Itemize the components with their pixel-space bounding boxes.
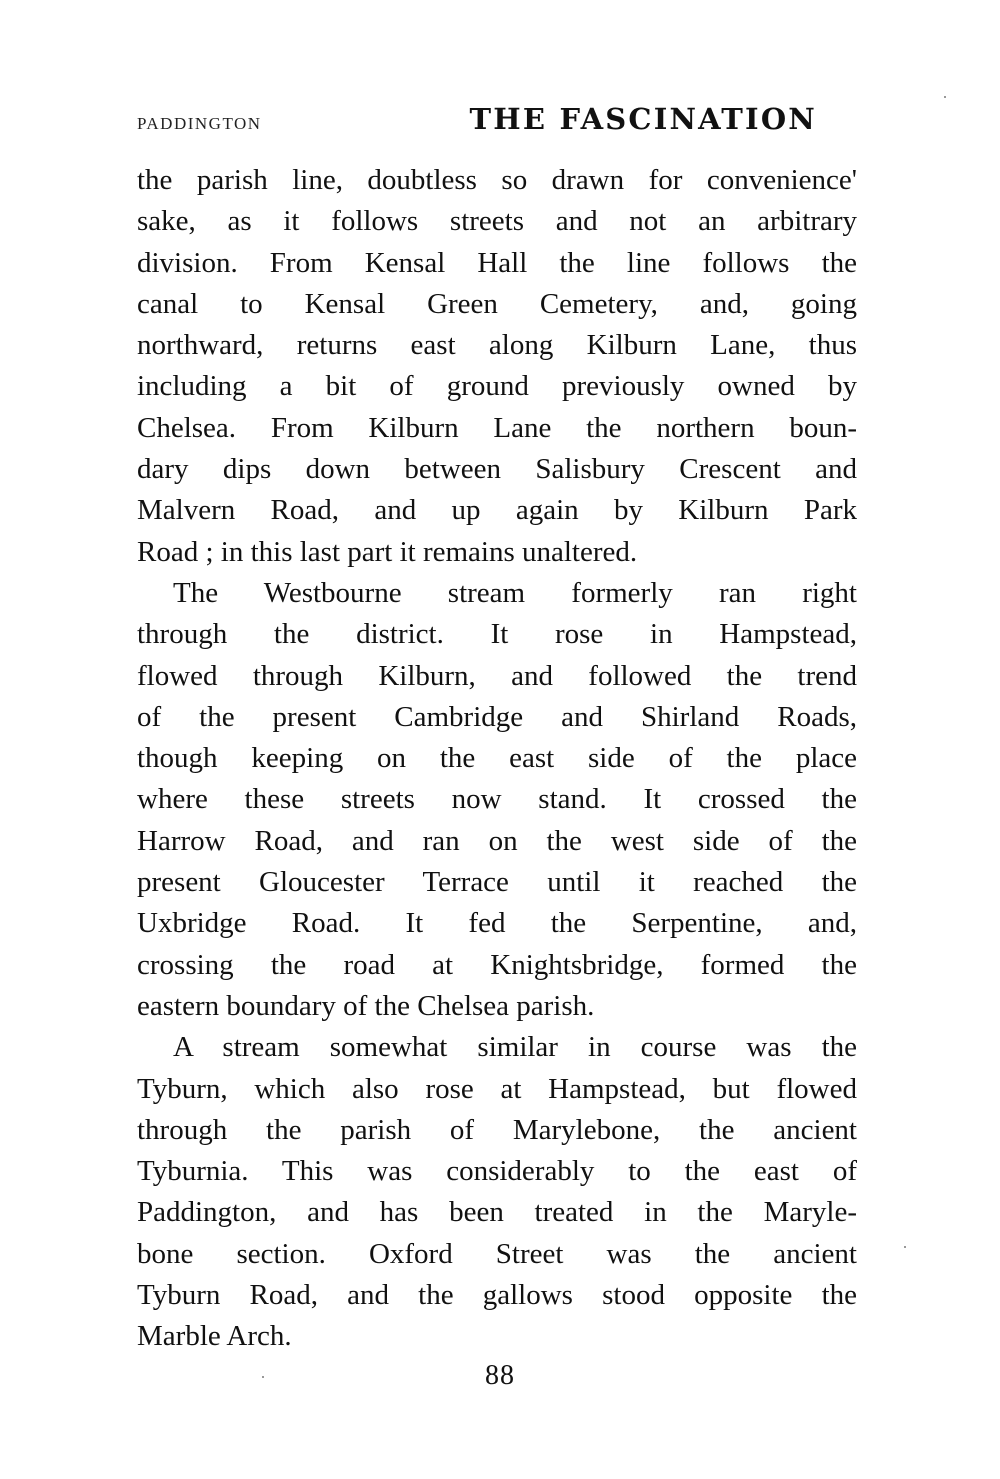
text-line: Harrow Road, and ran on the west side of the	[137, 824, 857, 857]
text-line: Malvern Road, and up again by Kilburn Park	[137, 494, 857, 527]
text-line: canal to Kensal Green Cemetery, and, going	[137, 287, 857, 320]
text-line: Tyburn Road, and the gallows stood opposite the	[137, 1279, 857, 1312]
text-line: through the district. It rose in Hampstead,	[137, 618, 857, 651]
text-line: through the parish of Marylebone, the ancient	[137, 1113, 857, 1146]
running-head	[137, 102, 817, 142]
text-line: bone section. Oxford Street was the ancient	[137, 1237, 857, 1270]
text-line: including a bit of ground previously owned by	[137, 370, 857, 403]
text-line: crossing the road at Knightsbridge, formed the	[137, 948, 857, 981]
text-line: Tyburnia. This was considerably to the east of	[137, 1155, 857, 1188]
text-line: Marble Arch.	[137, 1320, 292, 1353]
paragraph-2	[137, 573, 857, 1027]
paragraph-1	[137, 160, 857, 573]
paragraph-3	[137, 1027, 857, 1357]
body-text	[137, 160, 857, 1358]
text-line: division. From Kensal Hall the line follows the	[137, 246, 857, 279]
text-line: of the present Cambridge and Shirland Roads,	[137, 700, 857, 733]
text-line: though keeping on the east side of the place	[137, 742, 857, 775]
text-line: A stream somewhat similar in course was the	[173, 1031, 857, 1064]
text-line: northward, returns east along Kilburn Lane, thus	[137, 329, 857, 362]
text-line: the parish line, doubtless so drawn for convenience'	[137, 164, 857, 196]
page-number: 88	[485, 1360, 515, 1391]
text-line: Paddington, and has been treated in the Maryle-	[137, 1196, 857, 1229]
scan-speck	[944, 96, 946, 98]
text-line: sake, as it follows streets and not an arbitrary	[137, 205, 857, 238]
text-line: Chelsea. From Kilburn Lane the northern boun-	[137, 411, 857, 444]
scan-speck	[262, 1376, 264, 1378]
text-line: The Westbourne stream formerly ran right	[173, 576, 857, 609]
text-line: dary dips down between Salisbury Crescent and	[137, 453, 857, 486]
running-head-title: THE FASCINATION	[469, 102, 817, 136]
text-line: eastern boundary of the Chelsea parish.	[137, 989, 595, 1022]
text-line: flowed through Kilburn, and followed the trend	[137, 659, 857, 692]
text-line: present Gloucester Terrace until it reached the	[137, 866, 857, 899]
text-line: Tyburn, which also rose at Hampstead, but flowed	[137, 1072, 857, 1105]
text-line: where these streets now stand. It crossed the	[137, 783, 857, 816]
text-line: Uxbridge Road. It fed the Serpentine, and,	[137, 907, 857, 940]
text-line: Road ; in this last part it remains unaltered.	[137, 535, 638, 568]
running-head-section: PADDINGTON	[137, 114, 262, 133]
scan-speck	[904, 1246, 906, 1248]
